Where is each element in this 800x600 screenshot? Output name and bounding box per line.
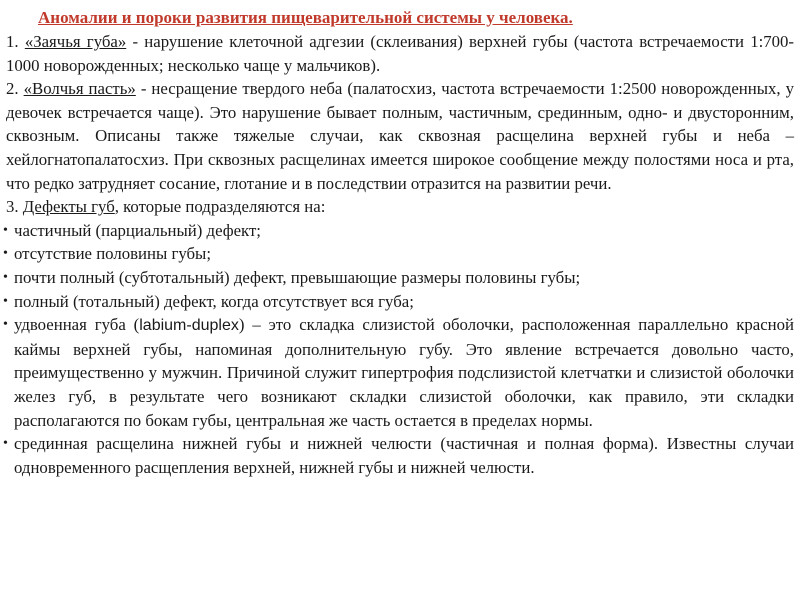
item-number: 3. <box>6 197 23 217</box>
bullet-item-duplex-lip <box>6 313 794 432</box>
item-cleft-palate <box>6 77 794 195</box>
latin-term: labium-duplex <box>139 317 239 335</box>
item-term: «Волчья пасть» <box>23 79 136 99</box>
bullet-item: • полный (тотальный) дефект, когда отсутствует вся губа; <box>6 290 794 314</box>
item-lip-defects <box>6 195 794 219</box>
item-number: 1. <box>6 32 25 51</box>
item-term: Дефекты губ <box>22 197 115 217</box>
item-text: - нарушение клеточной адгезии (склеивания) верхней губы (частота встречаемости 1:700-1000 новорожденных; несколько чаще у мальчиков). <box>6 32 795 75</box>
item-term: «Заячья губа» <box>24 32 127 51</box>
item-number: 2. <box>6 79 24 99</box>
slide <box>6 8 794 479</box>
item-text: , которые подразделяются на: <box>114 197 326 217</box>
bullet-item: • почти полный (субтотальный) дефект, превышающие размеры половины губы; <box>6 266 794 290</box>
item-text: - несращение твердого неба (палатосхиз, частота встречаемости 1:2500 новорожденных, у девочек встречается чаще). Это нарушение бывает полным, частичным, срединным, одно- и двусторонним, сквозным. Описаны также тяжелые случаи, как сквозная расщелина верхней губы и неба – хейлогнатопалатосхиз. При сквозных расщелинах имеется широкое сообщение между полостями носа и рта, что редко затрудняет сосание, глотание и в последствии отразится на развитии речи. <box>6 79 795 193</box>
bullet-item: • отсутствие половины губы; <box>6 242 794 266</box>
item-cleft-lip <box>6 30 794 77</box>
slide-title: Аномалии и пороки развития пищеварительной системы у человека. <box>38 8 573 27</box>
bullet-text: удвоенная губа ( <box>14 315 140 335</box>
bullet-item: • частичный (парциальный) дефект; <box>6 219 794 243</box>
bullet-text: ) – это складка слизистой оболочки, расположенная параллельно красной каймы верхней губы, напоминая дополнительную губу. Это явление встречается довольно часто, преимущественно у мужчин. Причиной служит гипертрофия подслизистой клетчатки и слизистой оболочки желез губ, в результате чего возникают складки слизистой оболочки, как правило, эти складки располагаются по бокам губы, центральная же часть остается в пределах нормы. <box>14 315 794 430</box>
bullet-item-median-cleft: • срединная расщелина нижней губы и нижней челюсти (частичная и полная форма). Известны случаи одновременного расщепления верхней, нижней губы и нижней челюсти. <box>6 432 794 479</box>
